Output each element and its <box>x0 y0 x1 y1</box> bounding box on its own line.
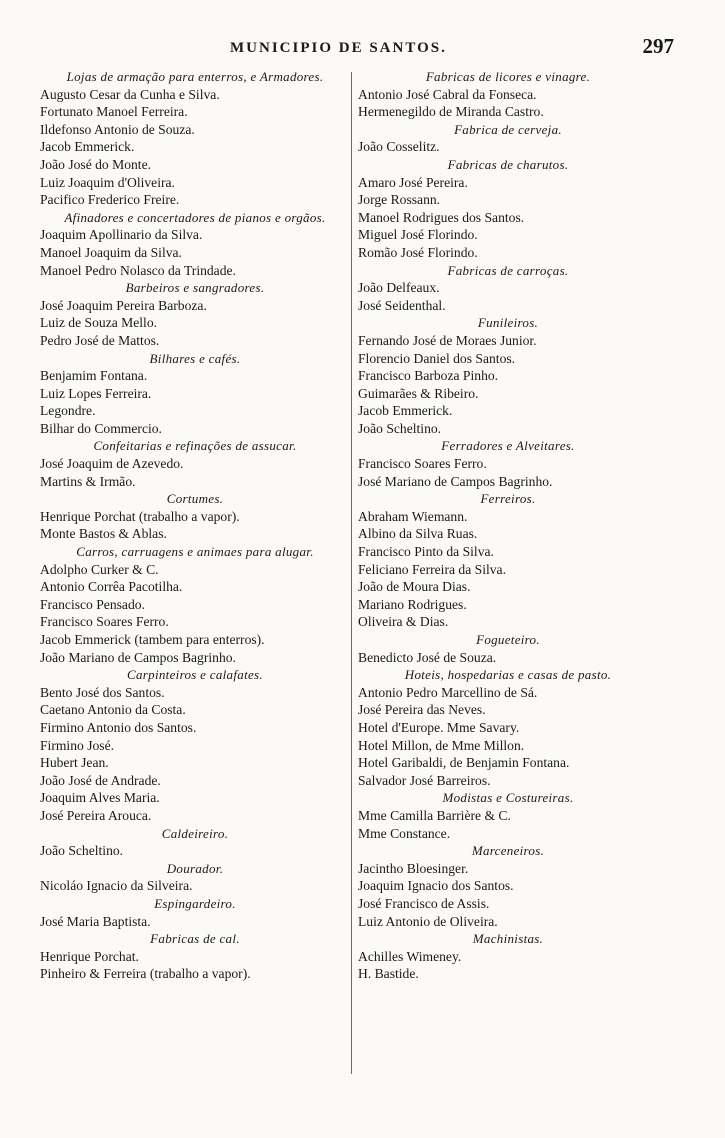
directory-section <box>358 666 658 789</box>
directory-entry: Fernando José de Moraes Junior. <box>358 332 537 348</box>
directory-entry: João José de Andrade. <box>40 772 161 788</box>
directory-entry: Antonio Pedro Marcellino de Sá. <box>358 684 538 700</box>
section-heading: Fabricas de cal. <box>150 931 240 947</box>
directory-entry: João Scheltino. <box>40 843 124 859</box>
section-heading: Espingardeiro. <box>154 895 236 911</box>
column-divider <box>351 72 352 1074</box>
section-heading: Fabricas de licores e vinagre. <box>425 69 591 84</box>
directory-section <box>40 860 350 895</box>
directory-entry: João Scheltino. <box>358 420 442 436</box>
directory-entry: Miguel José Florindo. <box>358 227 478 243</box>
directory-entry: Joaquim Apollinario da Silva. <box>40 227 203 243</box>
directory-entry: Guimarães & Ribeiro. <box>358 385 479 401</box>
directory-entry: Augusto Cesar da Cunha e Silva. <box>40 86 220 102</box>
directory-entry: Achilles Wimeney. <box>358 948 462 964</box>
directory-entry: João Mariano de Campos Bagrinho. <box>40 649 236 665</box>
directory-entry: José Seidenthal. <box>358 297 446 313</box>
left-column <box>40 68 350 983</box>
directory-entry: Salvador José Barreiros. <box>358 772 491 788</box>
directory-entry: Henrique Porchat (trabalho a vapor). <box>40 508 240 524</box>
directory-entry: João Delfeaux. <box>358 280 440 296</box>
directory-entry: Florencio Daniel dos Santos. <box>358 350 516 366</box>
directory-entry: Francisco Pinto da Silva. <box>358 544 494 560</box>
directory-section <box>40 68 350 209</box>
directory-entry: Ildefonso Antonio de Souza. <box>40 121 195 137</box>
directory-entry: José Pereira Arouca. <box>40 807 152 823</box>
directory-entry: Manoel Pedro Nolasco da Trindade. <box>40 262 236 278</box>
directory-section <box>358 631 658 666</box>
directory-section <box>40 930 350 983</box>
directory-entry: Bento José dos Santos. <box>40 684 165 700</box>
directory-entry: Firmino José. <box>40 737 115 753</box>
section-heading: Fabrica de cerveja. <box>454 121 562 137</box>
directory-section <box>358 437 658 490</box>
directory-entry: Mariano Rodrigues. <box>358 596 467 612</box>
directory-entry: Feliciano Ferreira da Silva. <box>358 561 506 577</box>
page-title: MUNICIPIO DE SANTOS. <box>230 40 447 56</box>
directory-entry: João José do Monte. <box>40 156 152 172</box>
directory-entry: Firmino Antonio dos Santos. <box>40 719 197 735</box>
directory-entry: Mme Constance. <box>358 825 451 841</box>
page-number: 297 <box>642 34 674 58</box>
directory-section <box>40 350 350 438</box>
section-heading: Lojas de armação para enterros, e Armadores. <box>66 69 324 84</box>
directory-entry: Pedro José de Mattos. <box>40 332 160 348</box>
directory-entry: Francisco Soares Ferro. <box>40 614 169 630</box>
directory-entry: Hotel Garibaldi, de Benjamin Fontana. <box>358 755 570 771</box>
section-heading: Bilhares e cafés. <box>149 350 241 366</box>
directory-section <box>358 156 658 262</box>
directory-entry: Henrique Porchat. <box>40 948 139 964</box>
directory-entry: João de Moura Dias. <box>358 579 471 595</box>
section-heading: Cortumes. <box>166 491 224 507</box>
directory-entry: Antonio José Cabral da Fonseca. <box>358 86 537 102</box>
section-heading: Fogueteiro. <box>476 632 540 647</box>
directory-section <box>40 543 350 666</box>
section-heading: Modistas e Costureiras. <box>442 790 574 806</box>
directory-entry: José Mariano de Campos Bagrinho. <box>358 473 553 489</box>
directory-entry: Bilhar do Commercio. <box>40 420 162 436</box>
directory-section <box>40 490 350 543</box>
directory-entry: Joaquim Alves Maria. <box>40 790 160 806</box>
directory-entry: Luiz Antonio de Oliveira. <box>358 913 498 929</box>
section-heading: Afinadores e concertadores de pianos e orgãos. <box>64 209 326 225</box>
directory-entry: Abraham Wiemann. <box>358 508 468 524</box>
section-heading: Machinistas. <box>472 931 544 947</box>
section-heading: Carpinteiros e calafates. <box>127 667 263 683</box>
section-heading: Fabricas de carroças. <box>447 262 569 278</box>
directory-entry: Jacob Emmerick. <box>358 403 453 419</box>
directory-entry: Manoel Rodrigues dos Santos. <box>358 209 525 225</box>
directory-entry: Joaquim Ignacio dos Santos. <box>358 878 514 894</box>
directory-entry: José Pereira das Neves. <box>358 702 486 718</box>
directory-entry: Francisco Soares Ferro. <box>358 456 487 472</box>
directory-section <box>358 490 658 631</box>
section-heading: Marceneiros. <box>471 843 545 859</box>
section-heading: Hoteis, hospedarias e casas de pasto. <box>404 667 612 683</box>
directory-entry: Pacifico Frederico Freire. <box>40 192 180 208</box>
directory-entry: Luiz Lopes Ferreira. <box>40 385 152 401</box>
section-heading: Barbeiros e sangradores. <box>125 280 265 296</box>
page-header <box>40 34 680 68</box>
section-heading: Funileiros. <box>477 315 539 331</box>
directory-entry: Francisco Barboza Pinho. <box>358 368 499 384</box>
directory-section <box>358 842 658 930</box>
section-heading: Ferradores e Alveitares. <box>441 438 575 454</box>
directory-entry: Albino da Silva Ruas. <box>358 526 478 542</box>
directory-entry: Jacob Emmerick. <box>40 139 135 155</box>
directory-section <box>358 789 658 842</box>
directory-entry: Hotel d'Europe. Mme Savary. <box>358 719 520 735</box>
directory-entry: Adolpho Curker & C. <box>40 561 159 577</box>
directory-entry: Monte Bastos & Ablas. <box>40 526 167 542</box>
directory-entry: Benedicto José de Souza. <box>358 649 497 665</box>
directory-entry: José Joaquim de Azevedo. <box>40 456 184 472</box>
directory-entry: Romão José Florindo. <box>358 244 478 260</box>
directory-entry: Jacintho Bloesinger. <box>358 860 469 876</box>
section-heading: Ferreiros. <box>480 491 536 507</box>
directory-section <box>358 314 658 437</box>
right-column <box>358 68 658 983</box>
directory-entry: Manoel Joaquim da Silva. <box>40 244 182 260</box>
directory-section <box>358 121 658 156</box>
directory-entry: José Joaquim Pereira Barboza. <box>40 297 207 313</box>
directory-section <box>40 279 350 349</box>
directory-entry: Hotel Millon, de Mme Millon. <box>358 737 525 753</box>
directory-entry: Fortunato Manoel Ferreira. <box>40 104 188 120</box>
section-heading: Caldeireiro. <box>161 825 229 841</box>
directory-entry: Francisco Pensado. <box>40 596 145 612</box>
directory-entry: Luiz Joaquim d'Oliveira. <box>40 174 175 190</box>
section-heading: Fabricas de charutos. <box>447 156 569 172</box>
directory-section <box>40 437 350 490</box>
section-heading: Carros, carruagens e animaes para alugar. <box>76 544 314 560</box>
directory-entry: Hermenegildo de Miranda Castro. <box>358 104 544 120</box>
directory-entry: Benjamim Fontana. <box>40 368 148 384</box>
directory-entry: Hubert Jean. <box>40 755 109 771</box>
directory-entry: João Cosselitz. <box>358 139 440 155</box>
section-heading: Confeitarias e refinações de assucar. <box>93 438 297 454</box>
directory-entry: H. Bastide. <box>358 966 419 982</box>
directory-entry: Jorge Rossann. <box>358 192 441 208</box>
directory-entry: Pinheiro & Ferreira (trabalho a vapor). <box>40 966 251 982</box>
directory-section <box>40 209 350 279</box>
directory-entry: Jacob Emmerick (tambem para enterros). <box>40 632 265 647</box>
directory-entry: Legondre. <box>40 403 96 419</box>
directory-entry: José Francisco de Assis. <box>358 895 490 911</box>
directory-entry: Luiz de Souza Mello. <box>40 315 158 331</box>
directory-section <box>40 666 350 824</box>
directory-section <box>40 895 350 930</box>
directory-section <box>40 825 350 860</box>
section-heading: Dourador. <box>166 860 224 876</box>
directory-section <box>358 930 658 983</box>
directory-entry: Oliveira & Dias. <box>358 614 449 630</box>
directory-entry: Nicoláo Ignacio da Silveira. <box>40 878 193 894</box>
directory-entry: Caetano Antonio da Costa. <box>40 702 186 718</box>
directory-entry: Antonio Corrêa Pacotilha. <box>40 579 183 595</box>
directory-entry: Mme Camilla Barrière & C. <box>358 807 511 823</box>
directory-section <box>358 68 658 121</box>
directory-entry: Martins & Irmão. <box>40 473 136 489</box>
directory-entry: Amaro José Pereira. <box>358 174 468 190</box>
directory-entry: José Maria Baptista. <box>40 913 151 929</box>
directory-section <box>358 262 658 315</box>
